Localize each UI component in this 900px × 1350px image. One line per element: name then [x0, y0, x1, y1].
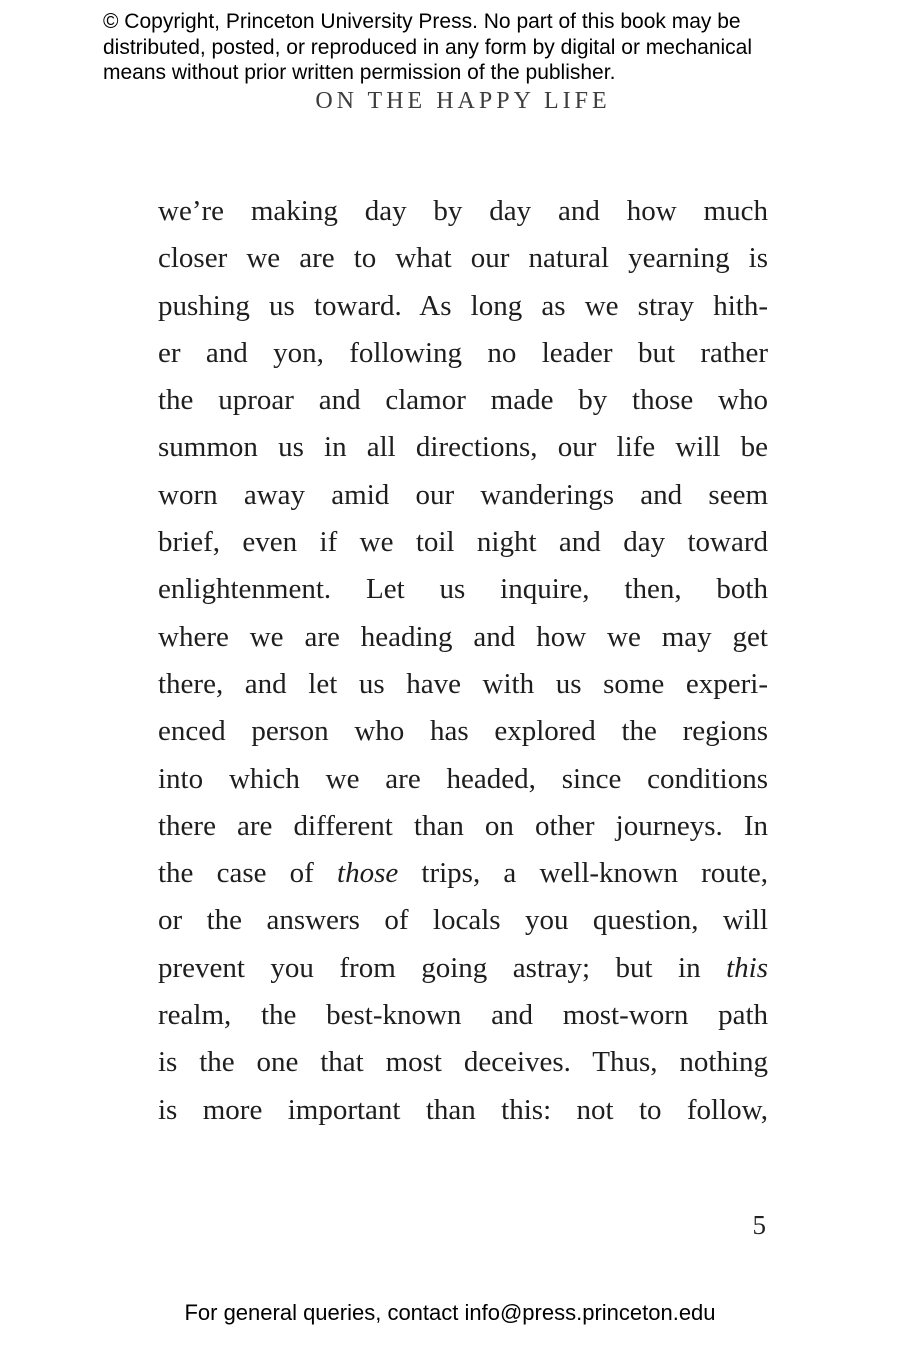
body-text	[158, 188, 768, 1134]
copyright-line: means without prior written permission of the publisher.	[103, 61, 616, 84]
body-line: the case of those trips, a well-known route,	[158, 857, 768, 890]
body-line: er and yon, following no leader but rather	[158, 336, 768, 369]
copyright-line: distributed, posted, or reproduced in any form by digital or mechanical	[103, 35, 753, 59]
page-number: 5	[752, 1210, 766, 1240]
running-head-title: ON THE HAPPY LIFE	[315, 88, 611, 114]
body-line: enlightenment. Let us inquire, then, both	[158, 573, 768, 606]
body-line: pushing us toward. As long as we stray hith-	[158, 289, 768, 322]
body-line: there, and let us have with us some experi-	[158, 667, 768, 700]
body-line: summon us in all directions, our life will be	[158, 431, 768, 464]
body-line: the uproar and clamor made by those who	[158, 384, 768, 417]
copyright-line: © Copyright, Princeton University Press. No part of this book may be	[103, 10, 741, 33]
body-line: brief, even if we toil night and day toward	[158, 526, 768, 559]
body-line: enced person who has explored the regions	[158, 715, 768, 748]
body-line: we’re making day by day and how much	[158, 195, 768, 227]
body-line: closer we are to what our natural yearning is	[158, 242, 768, 275]
body-line: is the one that most deceives. Thus, nothing	[158, 1046, 768, 1079]
body-line: into which we are headed, since conditions	[158, 762, 768, 795]
body-line: prevent you from going astray; but in this	[158, 951, 768, 984]
body-line: where we are heading and how we may get	[158, 620, 768, 653]
body-line: is more important than this: not to follow,	[158, 1093, 768, 1126]
copyright-notice	[103, 9, 823, 86]
body-line: realm, the best-known and most-worn path	[158, 999, 768, 1032]
body-line: or the answers of locals you question, will	[158, 904, 768, 937]
footer-contact: For general queries, contact info@press.princeton.edu	[184, 1300, 716, 1325]
body-line: worn away amid our wanderings and seem	[158, 478, 768, 511]
body-line: there are different than on other journeys. In	[158, 809, 768, 842]
